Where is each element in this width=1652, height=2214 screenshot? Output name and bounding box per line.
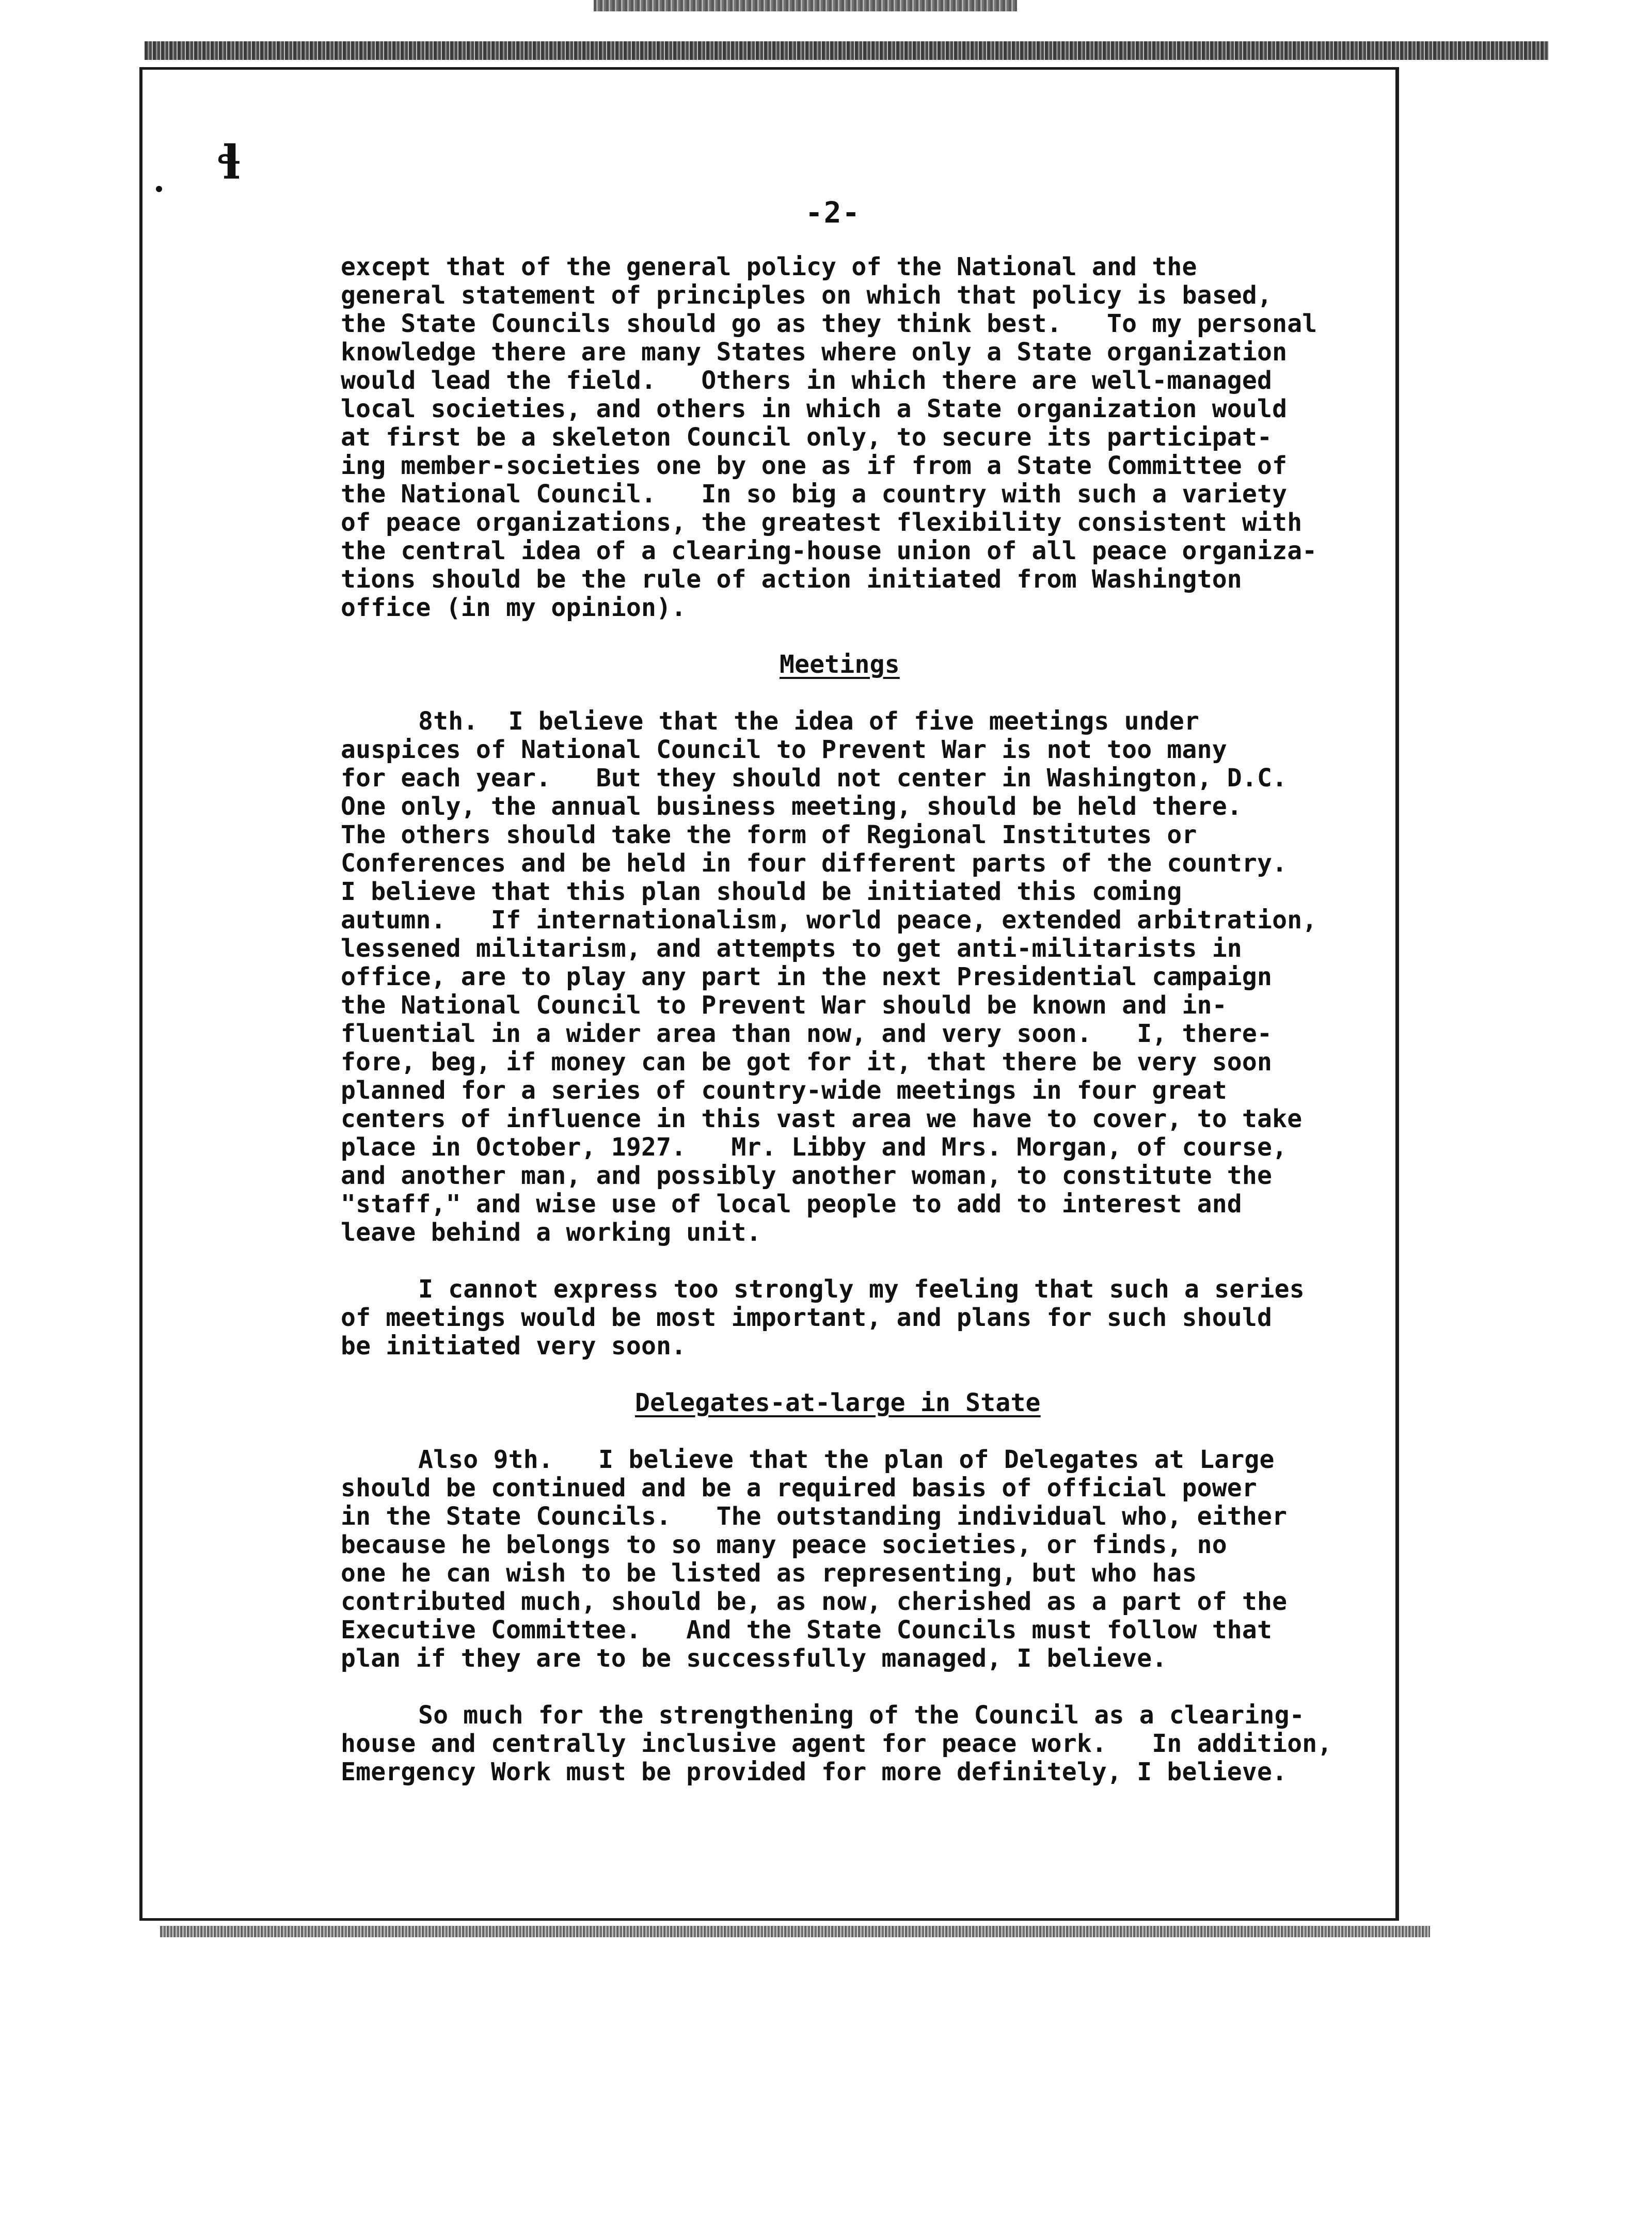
text-line: house and centrally inclusive agent for peace work. In addition, xyxy=(341,1729,1332,1758)
text-line: general statement of principles on which that policy is based, xyxy=(341,281,1273,310)
text-line: Conferences and be held in four different parts of the country. xyxy=(341,849,1288,878)
text-line: I cannot express too strongly my feeling that such a series xyxy=(418,1275,1305,1304)
paragraph-gap xyxy=(341,1417,1415,1446)
paragraph-gap xyxy=(341,1673,1415,1701)
text-line: the State Councils should go as they think best. To my personal xyxy=(341,309,1317,338)
text-line: at first be a skeleton Council only, to secure its participat- xyxy=(341,423,1273,452)
scan-artifact-top-small xyxy=(594,0,1017,11)
text-line: the National Council to Prevent War should be known and in- xyxy=(341,991,1227,1020)
meetings-paragraph-1 xyxy=(341,707,1415,1247)
text-line: leave behind a working unit. xyxy=(341,1218,761,1247)
text-line: because he belongs to so many peace societies, or finds, no xyxy=(341,1530,1227,1559)
text-line: should be continued and be a required basis of official power xyxy=(341,1474,1258,1503)
paragraph-gap xyxy=(341,1361,1415,1389)
scan-artifact-top xyxy=(145,41,1549,60)
paragraph-gap xyxy=(341,622,1415,651)
intro-paragraph xyxy=(341,253,1415,622)
text-line: fore, beg, if money can be got for it, that there be very soon xyxy=(341,1048,1273,1077)
paragraph-gap xyxy=(341,1247,1415,1275)
meetings-paragraph-2 xyxy=(341,1275,1415,1361)
text-line: 8th. I believe that the idea of five meetings under xyxy=(418,707,1200,736)
text-line: fluential in a wider area than now, and very soon. I, there- xyxy=(341,1019,1273,1048)
text-line: office (in my opinion). xyxy=(341,593,687,622)
text-line: office, are to play any part in the next Presidential campaign xyxy=(341,962,1273,991)
text-line: except that of the general policy of the National and the xyxy=(341,252,1197,281)
letter-body xyxy=(341,253,1415,1786)
text-line: local societies, and others in which a State organization would xyxy=(341,394,1288,423)
text-line: The others should take the form of Regional Institutes or xyxy=(341,820,1197,849)
text-line: One only, the annual business meeting, should be held there. xyxy=(341,792,1242,821)
text-line: contributed much, should be, as now, cherished as a part of the xyxy=(341,1587,1288,1616)
text-line: and another man, and possibly another woman, to constitute the xyxy=(341,1161,1273,1190)
page-number: -2- xyxy=(805,196,861,230)
text-line: "staff," and wise use of local people to add to interest and xyxy=(341,1190,1242,1219)
text-line: lessened militarism, and attempts to get anti-militarists in xyxy=(341,934,1242,963)
text-line: be initiated very soon. xyxy=(341,1332,687,1361)
text-line: knowledge there are many States where only a State organization xyxy=(341,338,1288,367)
text-line: I believe that this plan should be initiated this coming xyxy=(341,877,1182,906)
delegates-heading: Delegates-at-large in State xyxy=(635,1388,1041,1417)
text-line: ing member-societies one by one as if from a State Committee of xyxy=(341,451,1288,480)
text-line: in the State Councils. The outstanding individual who, either xyxy=(341,1502,1288,1531)
text-line: of peace organizations, the greatest flexibility consistent with xyxy=(341,508,1302,537)
text-line: the central idea of a clearing-house union of all peace organiza- xyxy=(341,536,1317,565)
text-line: Emergency Work must be provided for more definitely, I believe. xyxy=(341,1758,1288,1786)
text-line: Executive Committee. And the State Councils must follow that xyxy=(341,1616,1273,1644)
scan-artifact-bottom xyxy=(160,1926,1430,1937)
text-line: for each year. But they should not center in Washington, D.C. xyxy=(341,764,1288,793)
text-line: So much for the strengthening of the Council as a clearing- xyxy=(418,1701,1305,1730)
text-line: autumn. If internationalism, world peace, extended arbitration, xyxy=(341,906,1317,935)
text-line: auspices of National Council to Prevent War is not too many xyxy=(341,735,1227,764)
text-line: planned for a series of country-wide meetings in four great xyxy=(341,1076,1227,1105)
delegates-paragraph-2 xyxy=(341,1701,1415,1786)
text-line: centers of influence in this vast area we have to cover, to take xyxy=(341,1104,1302,1133)
text-line: one he can wish to be listed as representing, but who has xyxy=(341,1559,1197,1588)
text-line: place in October, 1927. Mr. Libby and Mrs. Morgan, of course, xyxy=(341,1133,1288,1162)
handwritten-mark: ɬ xyxy=(217,135,241,190)
text-line: of meetings would be most important, and plans for such should xyxy=(341,1303,1273,1332)
text-line: plan if they are to be successfully managed, I believe. xyxy=(341,1644,1167,1673)
text-line: the National Council. In so big a country with such a variety xyxy=(341,480,1288,509)
text-line: Also 9th. I believe that the plan of Delegates at Large xyxy=(418,1445,1275,1474)
margin-dot xyxy=(156,186,162,192)
paragraph-gap xyxy=(341,679,1415,707)
delegates-paragraph-1 xyxy=(341,1446,1415,1673)
text-line: tions should be the rule of action initiated from Washington xyxy=(341,565,1242,594)
meetings-heading: Meetings xyxy=(780,650,900,679)
text-line: would lead the field. Others in which there are well-managed xyxy=(341,366,1273,395)
